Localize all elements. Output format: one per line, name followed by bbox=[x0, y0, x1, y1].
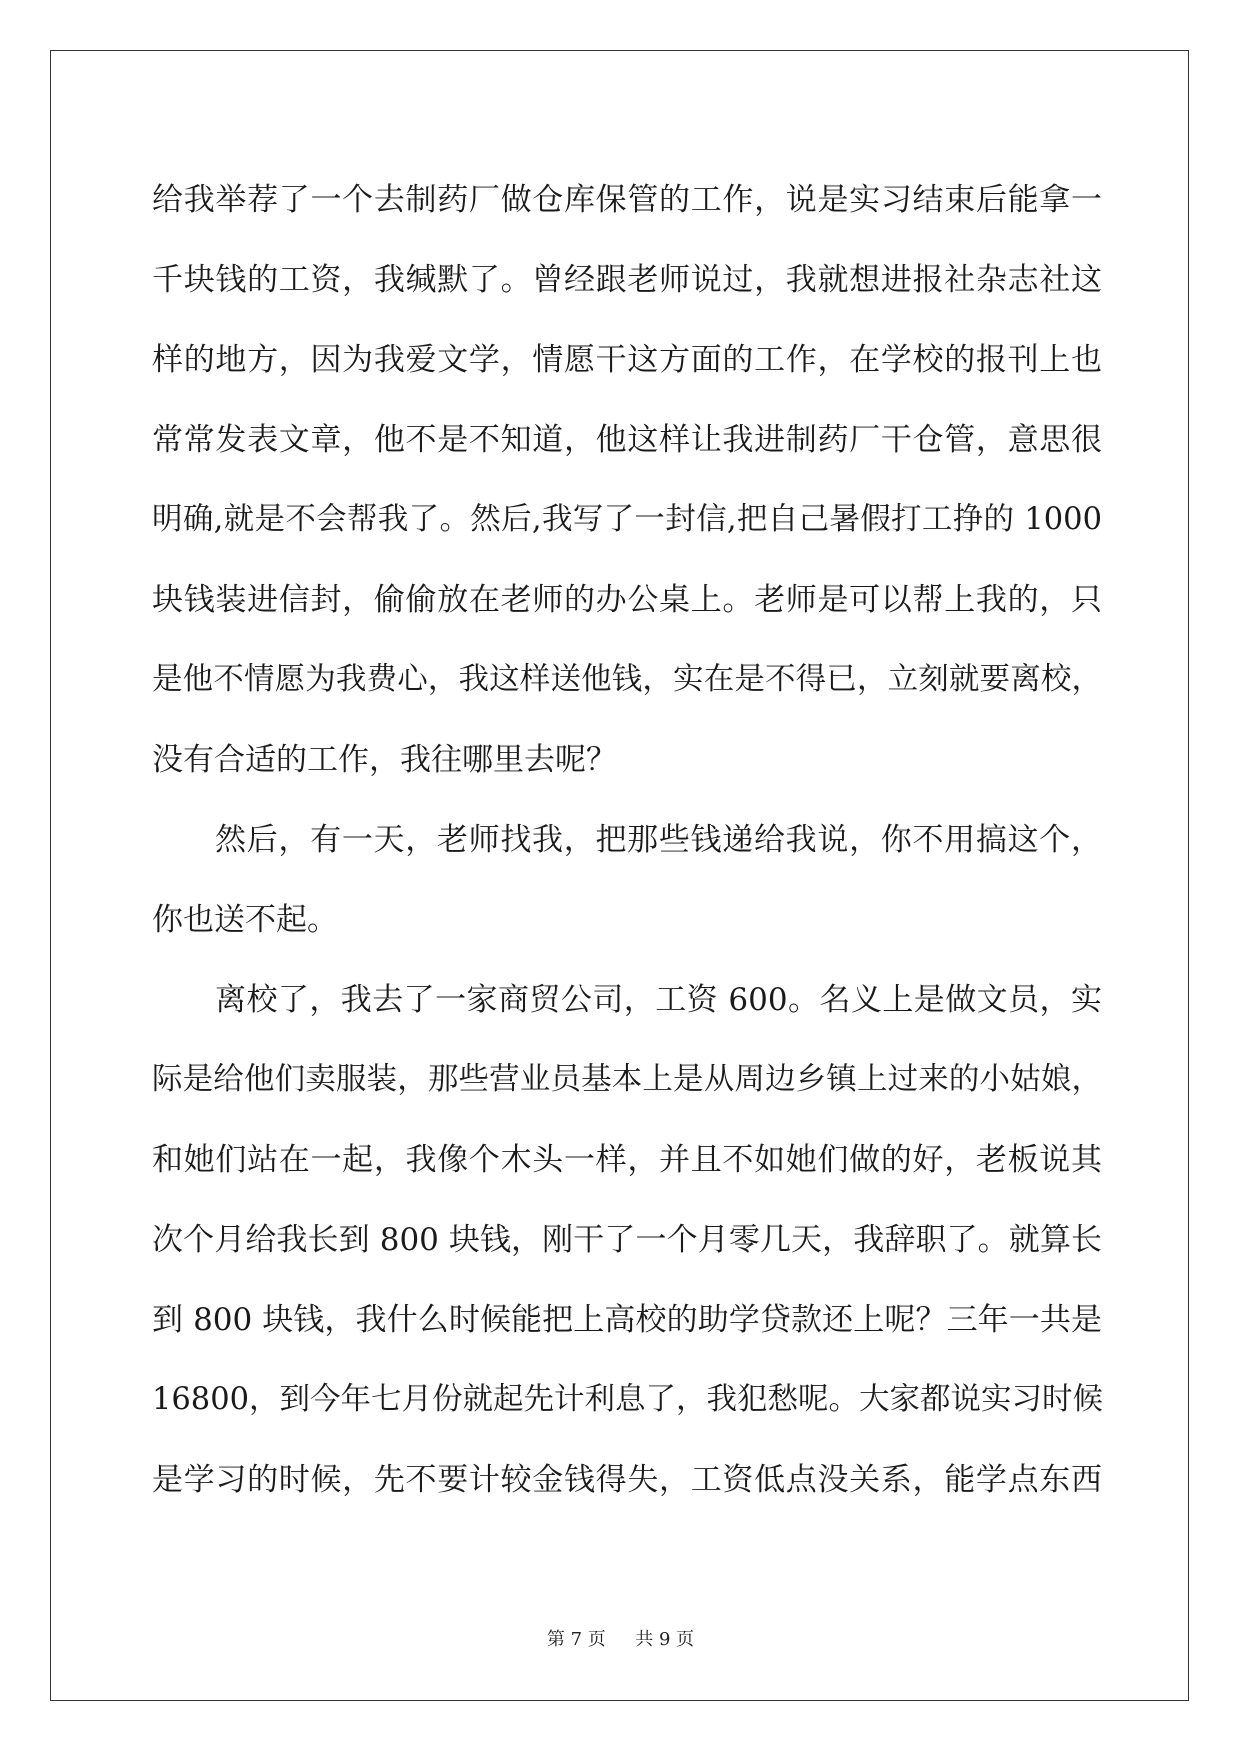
text-line: 16800，到今年七月份就起先计利息了，我犯愁呢。大家都说实习时候 bbox=[152, 1382, 1104, 1417]
body-text bbox=[152, 160, 1102, 1520]
page-footer bbox=[0, 1625, 1241, 1651]
text-line: 样的地方，因为我爱文学，情愿干这方面的工作，在学校的报刊上也 bbox=[152, 342, 1102, 378]
text-line: 常常发表文章，他不是不知道，他这样让我进制药厂干仓管，意思很 bbox=[152, 422, 1102, 458]
text-line: 给我举荐了一个去制药厂做仓库保管的工作，说是实习结束后能拿一 bbox=[152, 182, 1102, 218]
text-line: 际是给他们卖服装，那些营业员基本上是从周边乡镇上过来的小姑娘， bbox=[152, 1062, 1102, 1097]
page-number-current: 第 7 页 bbox=[546, 1629, 606, 1650]
text-line: 离校了，我去了一家商贸公司，工资 600。名义上是做文员，实 bbox=[215, 982, 1102, 1018]
text-line: 到 800 块钱，我什么时候能把上高校的助学贷款还上呢？三年一共是 bbox=[152, 1302, 1102, 1338]
text-line: 和她们站在一起，我像个木头一样，并且不如她们做的好，老板说其 bbox=[152, 1142, 1102, 1178]
text-line: 明确,就是不会帮我了。然后,我写了一封信,把自己暑假打工挣的 1000 bbox=[152, 502, 1102, 537]
text-line: 次个月给我长到 800 块钱，刚干了一个月零几天，我辞职了。就算长 bbox=[152, 1222, 1102, 1258]
text-line: 然后，有一天，老师找我，把那些钱递给我说，你不用搞这个， bbox=[215, 822, 1102, 858]
text-line: 是学习的时候，先不要计较金钱得失，工资低点没关系，能学点东西 bbox=[152, 1462, 1102, 1498]
text-line: 千块钱的工资，我缄默了。曾经跟老师说过，我就想进报社杂志社这 bbox=[152, 262, 1102, 298]
text-line: 你也送不起。 bbox=[152, 902, 338, 938]
text-line: 块钱装进信封，偷偷放在老师的办公桌上。老师是可以帮上我的，只 bbox=[152, 582, 1102, 618]
text-line: 是他不情愿为我费心，我这样送他钱，实在是不得已，立刻就要离校， bbox=[152, 662, 1102, 697]
text-line: 没有合适的工作，我往哪里去呢？ bbox=[152, 742, 617, 778]
page-number-total: 共 9 页 bbox=[635, 1629, 695, 1650]
